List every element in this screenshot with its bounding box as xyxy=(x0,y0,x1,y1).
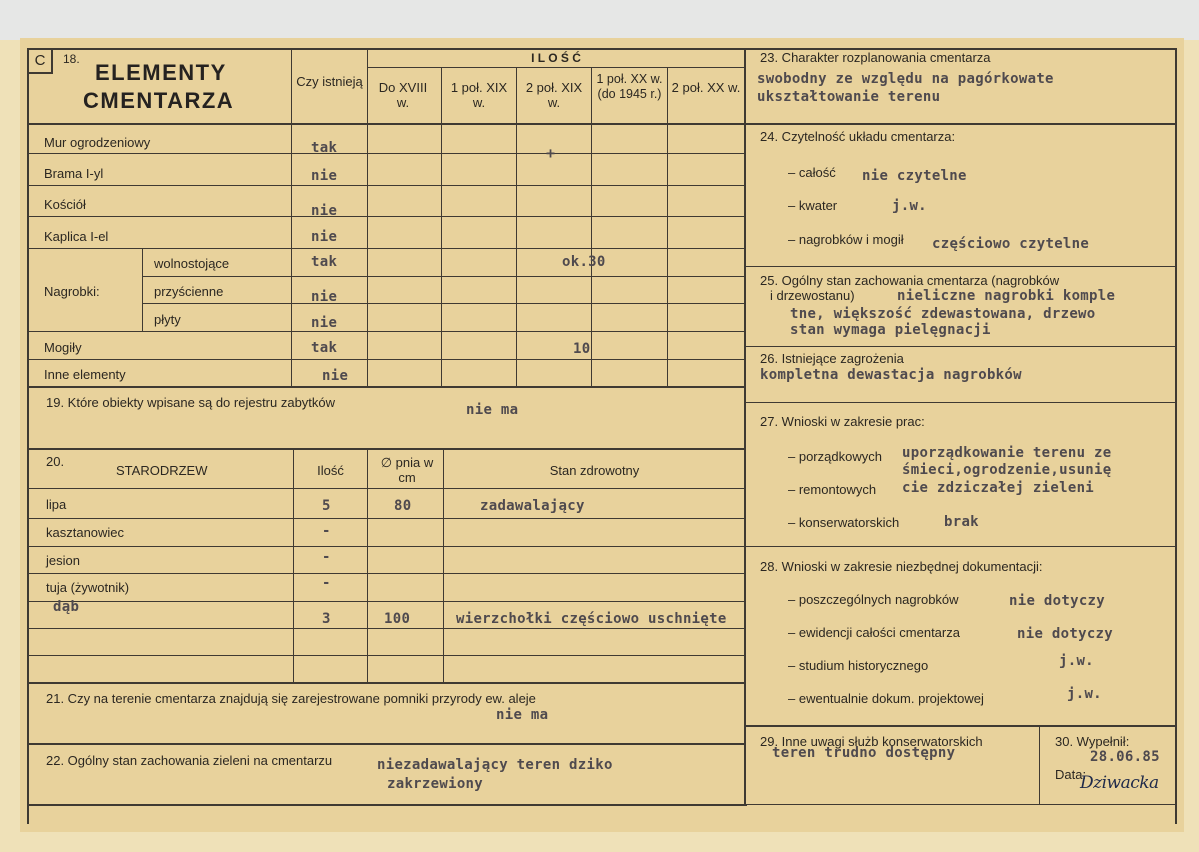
q20-title: STARODRZEW xyxy=(116,463,208,478)
row-label-mur: Mur ogrodzeniowy xyxy=(44,135,151,150)
exists-mogily: tak xyxy=(311,340,338,356)
tree-qty-jesion: - xyxy=(322,549,331,565)
q27-item-2-label: – remontowych xyxy=(788,482,877,497)
q21-answer: nie ma xyxy=(496,707,549,723)
q28-item-2-answer: nie dotyczy xyxy=(1017,626,1114,642)
exists-plyty: nie xyxy=(311,315,338,331)
q24-item-2-answer: j.w. xyxy=(892,198,927,214)
col-period-4: 1 poł. XX w. (do 1945 r.) xyxy=(596,72,663,101)
q21-label: 21. Czy na terenie cmentarza znajdują się zarejestrowane pomniki przyrody ew. aleje xyxy=(46,691,536,706)
q20-number: 20. xyxy=(46,454,65,469)
q27-item-3-answer: brak xyxy=(944,514,979,530)
row-label-mogily: Mogiły xyxy=(44,340,82,355)
q28-item-4-label: – ewentualnie dokum. projektowej xyxy=(788,691,984,706)
q30-date-label: Data: xyxy=(1055,767,1087,782)
col-period-1: Do XVIII w. xyxy=(378,80,428,110)
tree-name-kasztanowiec: kasztanowiec xyxy=(46,525,125,540)
tree-qty-dab: 3 xyxy=(322,611,331,627)
row-label-kaplica: Kaplica I-el xyxy=(44,229,109,244)
row-label-kosciol: Kościół xyxy=(44,197,86,212)
tree-name-dab: dąb xyxy=(53,599,80,615)
q20-col-state: Stan zdrowotny xyxy=(549,463,640,478)
ilosc-header: I L O Ś Ć xyxy=(531,51,581,65)
section-title-line1: ELEMENTY xyxy=(95,60,227,85)
q23-answer-line2: ukształtowanie terenu xyxy=(757,89,941,105)
q26-label: 26. Istniejące zagrożenia xyxy=(760,351,904,366)
q23-label: 23. Charakter rozplanowania cmentarza xyxy=(760,50,991,65)
q24-label: 24. Czytelność układu cmentarza: xyxy=(760,129,956,144)
cemetery-record-card xyxy=(20,38,1184,832)
col-exists-header: Czy istnieją xyxy=(296,74,363,89)
q28-item-1-label: – poszczególnych nagrobków xyxy=(788,592,959,607)
row-label-przyscienne: przyścienne xyxy=(154,284,224,299)
section-number: 18. xyxy=(63,52,80,66)
exists-kaplica: nie xyxy=(311,229,338,245)
mur-mark: + xyxy=(546,144,556,162)
exists-inne: nie xyxy=(322,368,349,384)
section-title-line2: CMENTARZA xyxy=(83,88,235,113)
signature: Dziwacka xyxy=(1080,773,1159,793)
q22-label: 22. Ogólny stan zachowania zieleni na cmentarzu xyxy=(46,753,333,768)
tree-state-dab: wierzchołki częściowo uschnięte xyxy=(456,611,727,627)
q28-item-4-answer: j.w. xyxy=(1067,686,1102,702)
scan-top-margin xyxy=(0,0,1199,40)
q28-label: 28. Wnioski w zakresie niezbędnej dokumentacji: xyxy=(760,559,1043,574)
q29-label: 29. Inne uwagi służb konserwatorskich xyxy=(760,734,983,749)
exists-przyscienne: nie xyxy=(311,289,338,305)
tree-name-jesion: jesion xyxy=(46,553,80,568)
q25-answer-line3: stan wymaga pielęgnacji xyxy=(790,322,991,338)
value-wolnostojace: ok.30 xyxy=(562,254,606,270)
row-label-inne: Inne elementy xyxy=(44,367,126,382)
q30-date: 28.06.85 xyxy=(1090,749,1160,765)
q25-label-line1: 25. Ogólny stan zachowania cmentarza (nagrobków xyxy=(760,273,1060,288)
q19-answer: nie ma xyxy=(466,402,519,418)
col-period-5: 2 poł. XX w. xyxy=(671,80,741,95)
q28-item-3-label: – studium historycznego xyxy=(788,658,929,673)
q24-item-3-answer: częściowo czytelne xyxy=(932,236,1090,252)
exists-brama: nie xyxy=(311,168,338,184)
exists-wolnostojace: tak xyxy=(311,254,338,270)
q24-item-1-answer: nie czytelne xyxy=(862,168,967,184)
q27-item-2-answer: cie zdziczałej zieleni xyxy=(902,480,1095,496)
q19-label: 19. Które obiekty wpisane są do rejestru zabytków xyxy=(46,395,336,410)
tree-diam-lipa: 80 xyxy=(394,498,412,514)
tree-diam-dab: 100 xyxy=(384,611,411,627)
q27-item-3-label: – konserwatorskich xyxy=(788,515,900,530)
value-mogily: 10 xyxy=(573,341,591,357)
q24-item-2-label: – kwater xyxy=(788,198,838,213)
q23-answer-line1: swobodny ze względu na pagórkowate xyxy=(757,71,1054,87)
q27-item-1-answer-cont: śmieci,ogrodzenie,usunię xyxy=(902,462,1112,478)
category-badge-letter: C xyxy=(34,52,46,69)
q20-col-diam: ∅ pnia w cm xyxy=(380,455,434,485)
col-period-2: 1 poł. XIX w. xyxy=(450,80,508,110)
row-label-plyty: płyty xyxy=(154,312,181,327)
tree-qty-tuja: - xyxy=(322,575,331,591)
q20-col-qty: Ilość xyxy=(317,463,344,478)
tree-qty-lipa: 5 xyxy=(322,498,331,514)
col-period-3: 2 poł. XIX w. xyxy=(525,80,583,110)
row-label-brama: Brama I-yl xyxy=(44,166,104,181)
q22-answer-line2: zakrzewiony xyxy=(387,776,484,792)
tree-name-lipa: lipa xyxy=(46,497,67,512)
q25-answer-line1: nieliczne nagrobki komple xyxy=(897,288,1116,304)
q26-answer: kompletna dewastacja nagrobków xyxy=(760,367,1022,383)
q24-item-1-label: – całość xyxy=(788,165,836,180)
row-label-wolnostojace: wolnostojące xyxy=(154,256,230,271)
tree-state-lipa: zadawalający xyxy=(480,498,585,514)
q28-item-2-label: – ewidencji całości cmentarza xyxy=(788,625,960,640)
q25-answer-line2: tne, większość zdewastowana, drzewo xyxy=(790,306,1096,322)
q28-item-1-answer: nie dotyczy xyxy=(1009,593,1106,609)
row-label-nagrobki: Nagrobki: xyxy=(44,284,100,299)
q27-label: 27. Wnioski w zakresie prac: xyxy=(760,414,925,429)
q30-label: 30. Wypełnił: xyxy=(1055,734,1130,749)
q28-item-3-answer: j.w. xyxy=(1059,653,1094,669)
exists-mur: tak xyxy=(311,140,338,156)
q29-answer: teren trudno dostępny xyxy=(772,745,956,761)
tree-qty-kasztanowiec: - xyxy=(322,523,331,539)
exists-kosciol: nie xyxy=(311,203,338,219)
q27-item-1-label: – porządkowych xyxy=(788,449,882,464)
tree-name-tuja: tuja (żywotnik) xyxy=(46,580,130,595)
q27-item-1-answer: uporządkowanie terenu ze xyxy=(902,445,1112,461)
q24-item-3-label: – nagrobków i mogił xyxy=(788,232,904,247)
q25-label-line2: i drzewostanu) xyxy=(770,288,855,303)
q22-answer-line1: niezadawalający teren dziko xyxy=(377,757,613,773)
